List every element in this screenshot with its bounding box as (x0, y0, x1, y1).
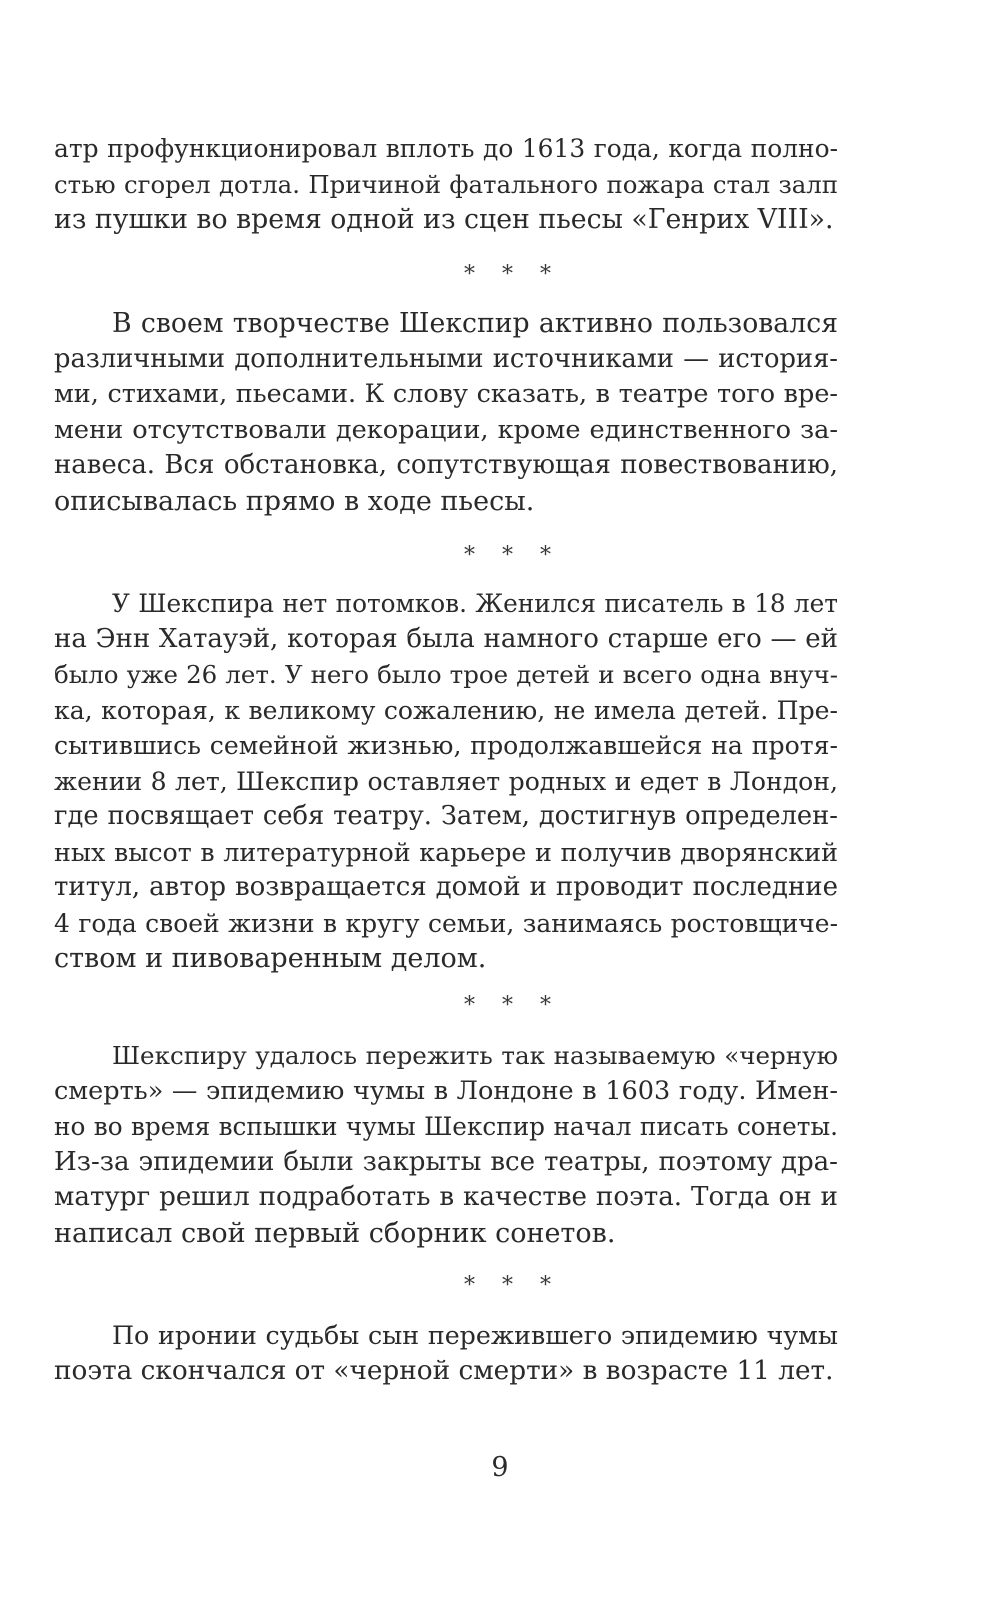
text-line: навеса. Вся обстановка, сопутствующая повествованию, (54, 450, 838, 480)
paragraph-4 (54, 1038, 838, 1251)
text-line: атр профункционировал вплоть до 1613 года, когда полно- (54, 134, 838, 163)
text-line: различными дополнительными источниками — история- (54, 343, 838, 374)
text-line: титул, автор возвращается домой и проводит последние (54, 872, 838, 902)
text-line: сытившись семейной жизнью, продолжавшейся на протя- (54, 731, 838, 760)
paragraph-3 (54, 586, 838, 977)
text-line: на Энн Хатауэй, которая была намного старше его — ей (54, 623, 838, 654)
text-line: По иронии судьбы сын пережившего эпидемию чумы (112, 1321, 838, 1350)
text-line: 4 года своей жизни в кругу семьи, занимаясь ростовщиче- (54, 908, 838, 938)
text-line: мени отсутствовали декорации, кроме единственного за- (54, 414, 838, 445)
paragraph-2 (54, 306, 838, 519)
text-line: В своем творчестве Шекспир активно пользовался (112, 308, 838, 339)
text-line: смерть» — эпидемию чумы в Лондоне в 1603 году. Имен- (54, 1075, 838, 1106)
text-line: из пушки во время одной из сцен пьесы «Генрих VIII». (54, 204, 834, 235)
text-line: стью сгорел дотла. Причиной фатального пожара стал залп (54, 169, 838, 199)
text-line: но во время вспышки чумы Шекспир начал писать сонеты. (54, 1112, 838, 1141)
paragraph-5 (54, 1318, 838, 1389)
section-separator: * * * (464, 993, 561, 1018)
text-line: написал свой первый сборник сонетов. (54, 1217, 616, 1249)
text-line: было уже 26 лет. У него было трое детей и всего одна внуч- (54, 660, 838, 689)
text-line: описывалась прямо в ходе пьесы. (54, 485, 535, 517)
text-line: ка, которая, к великому сожалению, не имела детей. Пре- (54, 695, 838, 725)
text-line: поэта скончался от «черной смерти» в возрасте 11 лет. (54, 1355, 834, 1386)
text-line: матург решил подработать в качестве поэта. Тогда он и (54, 1182, 838, 1212)
page-number: 9 (491, 1452, 509, 1483)
text-line: жении 8 лет, Шекспир оставляет родных и едет в Лондон, (54, 766, 838, 796)
text-line: ством и пивоваренным делом. (54, 943, 487, 974)
paragraph-1 (54, 131, 838, 238)
text-line: ми, стихами, пьесами. К слову сказать, в театре того вре- (54, 379, 838, 409)
section-separator: * * * (464, 1273, 561, 1298)
text-line: Из-за эпидемии были закрыты все театры, поэтому дра- (54, 1146, 838, 1177)
text-line: ных высот в литературной карьере и получив дворянский (54, 836, 838, 867)
text-line: Шекспиру удалось пережить так называемую «черную (112, 1041, 838, 1070)
text-line: где посвящает себя театру. Затем, достигнув определен- (54, 801, 838, 831)
section-separator: * * * (464, 262, 561, 287)
section-separator: * * * (464, 543, 561, 568)
text-line: У Шекспира нет потомков. Женился писатель в 18 лет (112, 589, 838, 618)
